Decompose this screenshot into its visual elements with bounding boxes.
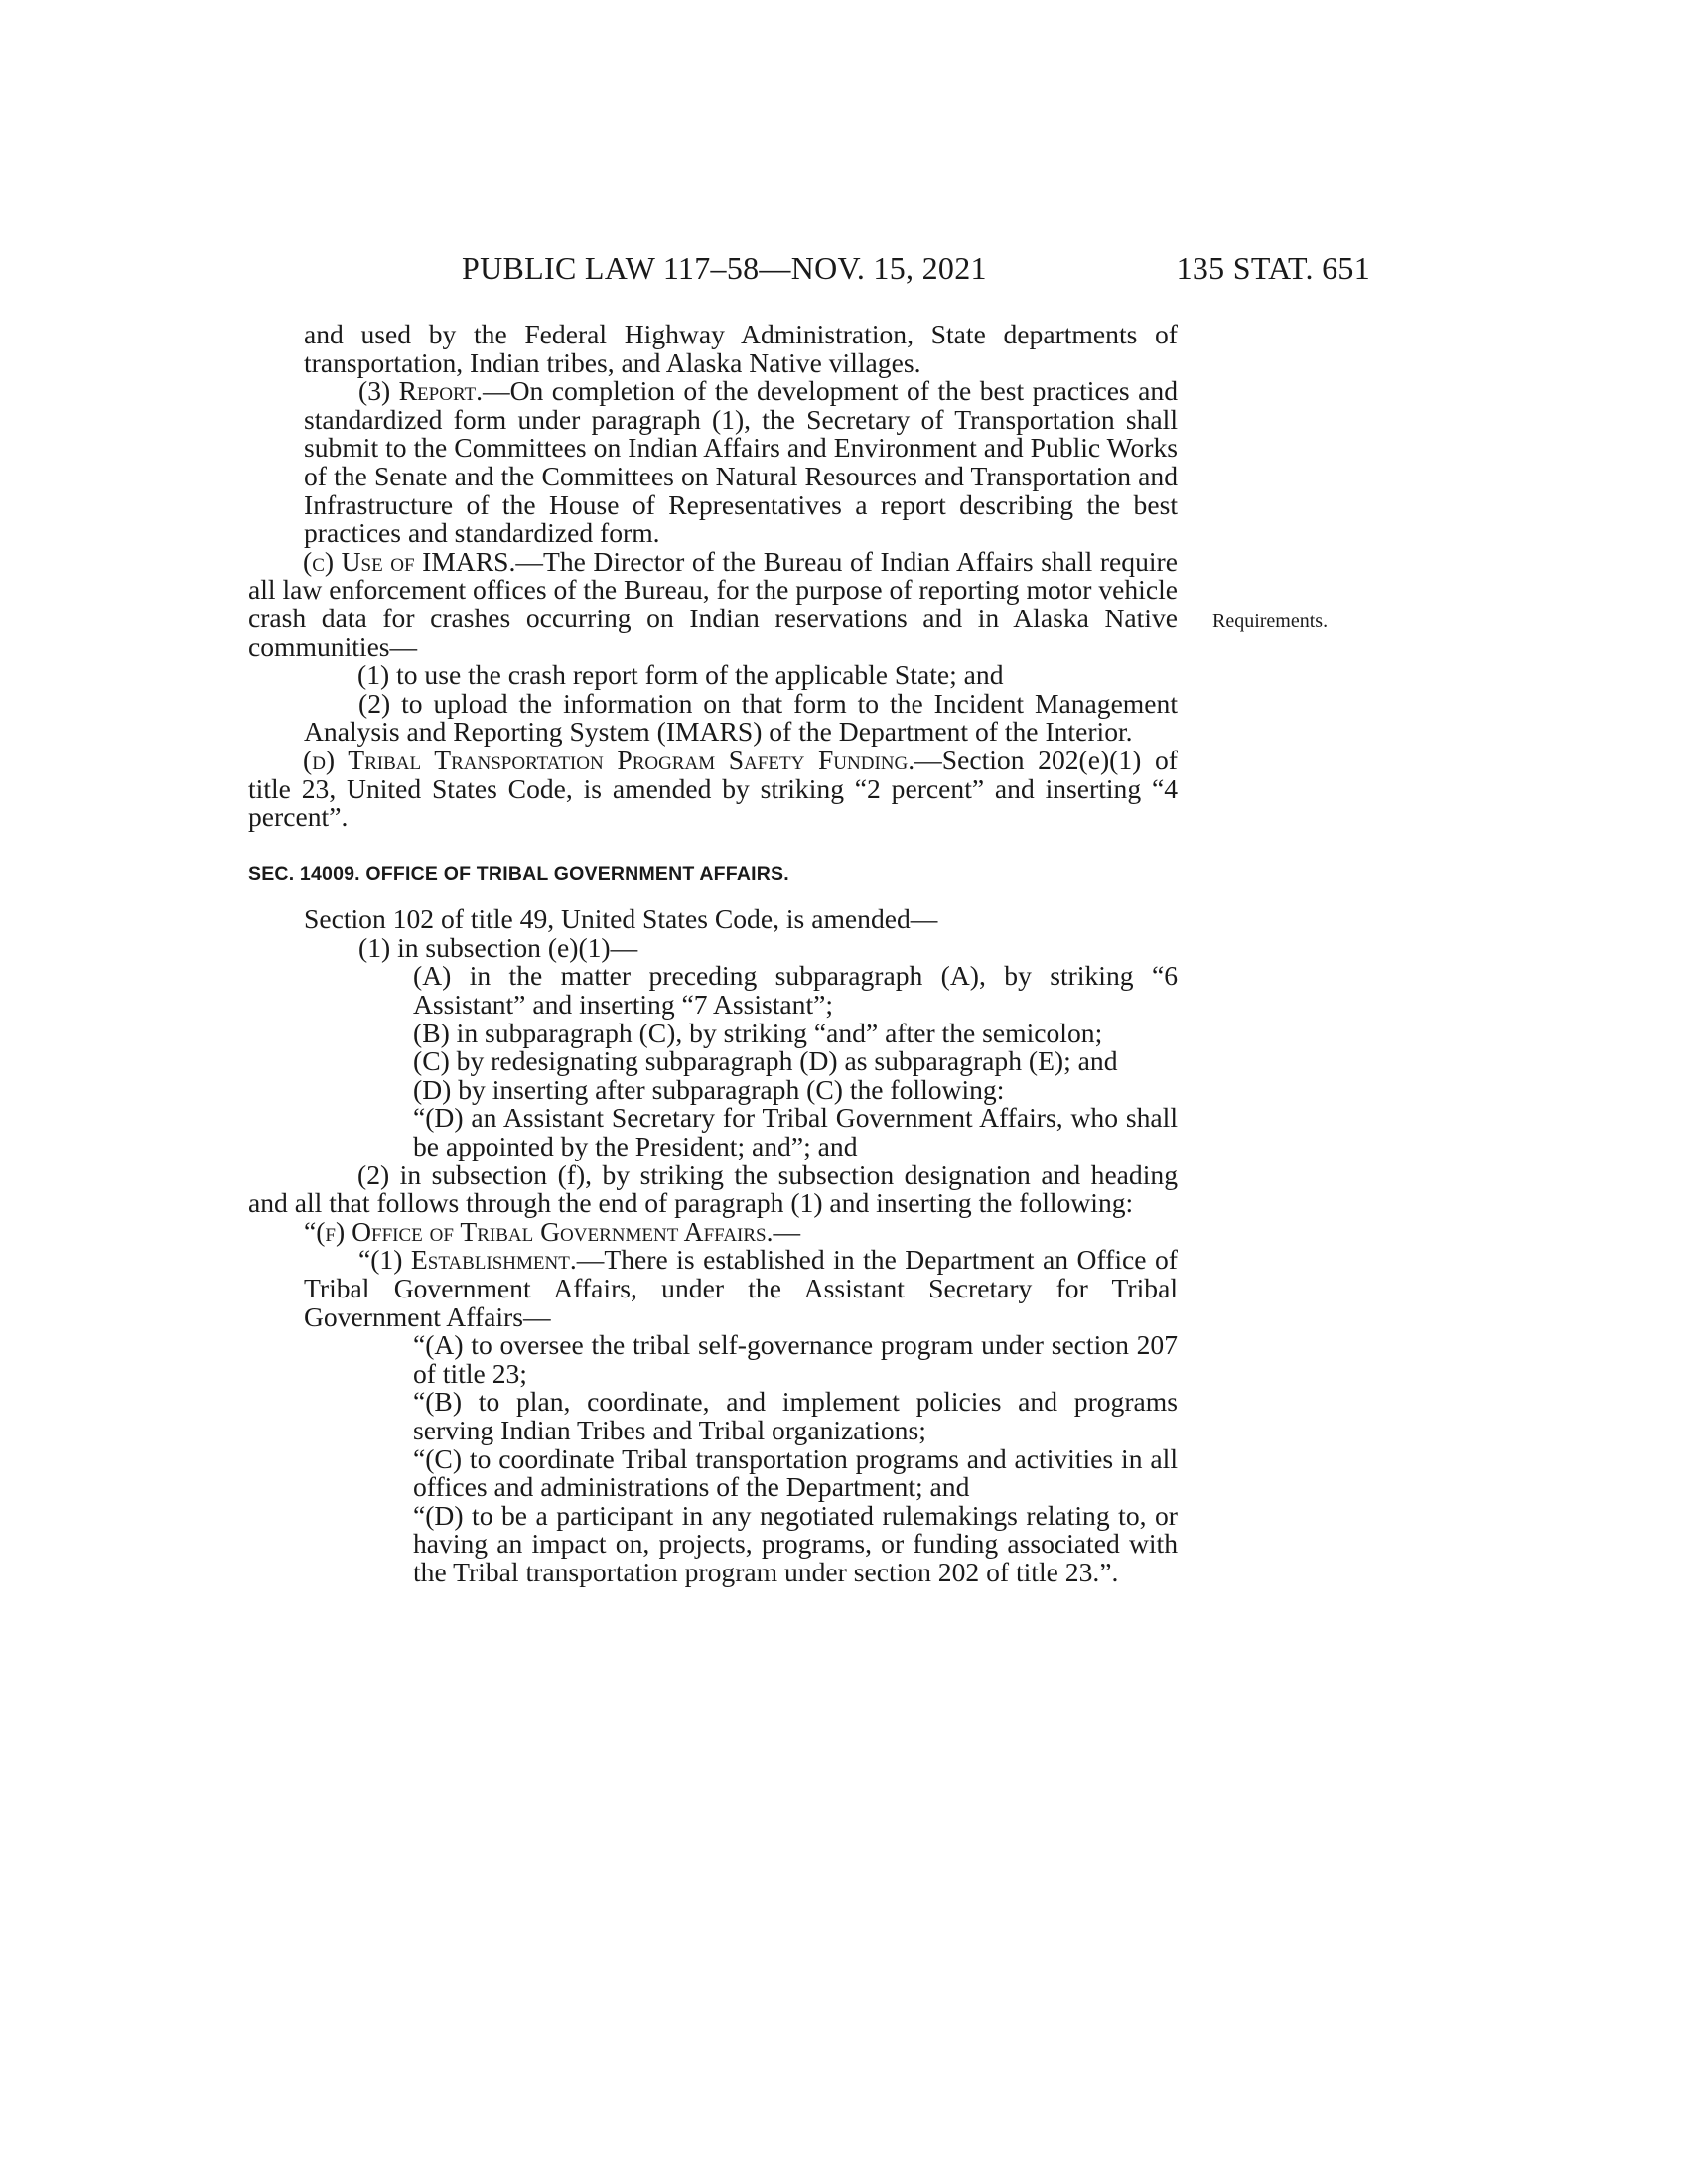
section-office-heading: “(f) Office of Tribal Government Affairs.— [304, 1215, 801, 1247]
paragraph-report-label: (3) Report.— [358, 375, 510, 407]
section-establishment-c: “(C) to coordinate Tribal transportation programs and activities in all offices and administrations of the Department; and [413, 1442, 1178, 1503]
document-body [248, 319, 1178, 1587]
margin-note: Requirements. [1212, 611, 1329, 632]
section-heading: SEC. 14009. OFFICE OF TRIBAL GOVERNMENT AFFAIRS. [248, 862, 789, 885]
paragraph-safety-funding-text: Section 202(e)(1) of title 23, United States Code, is amended by striking “2 percent” and inserting “4 percent”. [248, 744, 1178, 833]
paragraph-report [304, 377, 1178, 548]
section-establishment-b: “(B) to plan, coordinate, and implement policies and programs serving Indian Tribes and Tribal organizations; [413, 1386, 1178, 1445]
section-establishment-d: “(D) to be a participant in any negotiated rulemakings relating to, or having an impact on, projects, programs, or funding associated with the Tribal transportation program under section 202 of title 23.”. [413, 1499, 1178, 1587]
section-establishment [304, 1246, 1178, 1331]
paragraph-safety-funding-label: (d) Tribal Transportation Program Safety Funding.— [303, 744, 942, 775]
section-item-1d-quote: “(D) an Assistant Secretary for Tribal Government Affairs, who shall be appointed by the President; and”; and [413, 1102, 1178, 1162]
paragraph-use-of-imars-text: The Director of the Bureau of Indian Affairs shall require all law enforcement offices of the Bureau, for the purpose of reporting motor vehicle crash data for crashes occurring on Indian reservations and in Alaska Native communities— [248, 545, 1178, 662]
section-item-1c: (C) by redesignating subparagraph (D) as subparagraph (E); and [413, 1045, 1118, 1077]
section-item-2: (2) in subsection (f), by striking the subsection designation and heading and all that follows through the end of paragraph (1) and inserting the following: [248, 1159, 1178, 1219]
paragraph-report-text: On completion of the development of the best practices and standardized form under paragraph (1), the Secretary of Transportation shall submit to the Committees on Indian Affairs and Environment and Public Works of the Senate and the Committees on Natural Resources and Transportation and Infrastructure of the House of Representatives a report describing the best practices and standardized form. [304, 375, 1178, 549]
paragraph-item-1: (1) to use the crash report form of the applicable State; and [357, 659, 1004, 691]
paragraph-safety-funding [248, 744, 1178, 833]
section-item-1b: (B) in subparagraph (C), by striking “and” after the semicolon; [413, 1017, 1103, 1048]
section-item-1d: (D) by inserting after subparagraph (C) the following: [413, 1073, 1005, 1105]
page-header [298, 250, 1370, 300]
paragraph-continuation: and used by the Federal Highway Administration, State departments of transportation, Indian tribes, and Alaska Native villages. [304, 319, 1178, 378]
section-item-1: (1) in subsection (e)(1)— [358, 931, 638, 963]
paragraph-use-of-imars [248, 545, 1178, 662]
paragraph-use-of-imars-label: (c) Use of IMARS.— [303, 545, 543, 577]
page-header-title: PUBLIC LAW 117–58—NOV. 15, 2021 [462, 250, 987, 286]
section-establishment-text: There is established in the Department an Office of Tribal Government Affairs, under the Assistant Secretary for Tribal Government Affairs— [304, 1244, 1178, 1332]
section-item-1a: (A) in the matter preceding subparagraph (A), by striking “6 Assistant” and inserting “7 Assistant”; [413, 960, 1178, 1021]
paragraph-item-2: (2) to upload the information on that form to the Incident Management Analysis and Reporting System (IMARS) of the Department of the Interior. [304, 687, 1178, 748]
section-establishment-label: “(1) Establishment.— [358, 1244, 605, 1276]
section-intro: Section 102 of title 49, United States Code, is amended— [304, 903, 938, 935]
section-establishment-a: “(A) to oversee the tribal self-governance program under section 207 of title 23; [413, 1329, 1178, 1389]
page-header-stat: 135 STAT. 651 [1176, 250, 1370, 286]
